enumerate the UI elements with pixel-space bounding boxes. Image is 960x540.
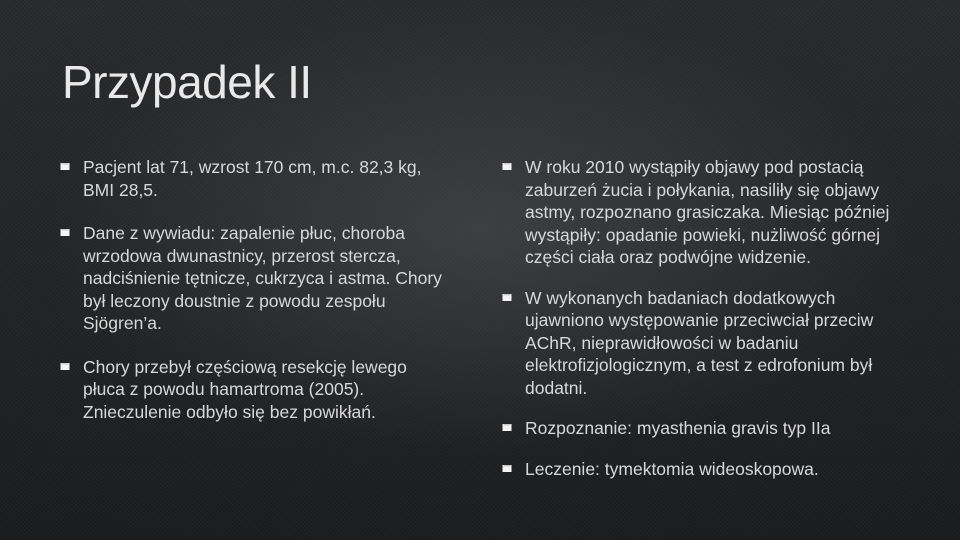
- bullet-text: Rozpoznanie: myasthenia gravis typ IIa: [525, 418, 831, 438]
- bullet-icon: [502, 423, 512, 432]
- bullet-item: [58, 156, 443, 201]
- bullet-text: W wykonanych badaniach dodatkowych ujawniono występowanie przeciwciał przeciw AChR, nieprawidłowości w badaniu elektrofizjologicznym, a test z edrofonium był dodatni.: [525, 287, 874, 398]
- right-bullet-list: [500, 156, 910, 480]
- bullet-icon: [502, 162, 512, 171]
- left-bullet-list: [58, 156, 443, 423]
- bullet-item: [500, 417, 910, 440]
- bullet-text: W roku 2010 wystąpiły objawy pod postacią zaburzeń żucia i połykania, nasiliły się objawy astmy, rozpoznano grasiczaka. Miesiąc później wystąpiły: opadanie powieki, nużliwość górnej części ciała oraz podwójne widzenie.: [525, 157, 890, 267]
- bullet-icon: [60, 228, 70, 237]
- bullet-item: [500, 458, 910, 481]
- bullet-item: [58, 356, 443, 424]
- bullet-icon: [502, 464, 512, 473]
- slide-title: Przypadek II: [62, 56, 312, 108]
- bullet-text: Leczenie: tymektomia wideoskopowa.: [525, 458, 819, 479]
- bullet-item: [58, 222, 443, 335]
- bullet-text: Dane z wywiadu: zapalenie płuc, choroba wrzodowa dwunastnicy, przerost stercza, nadciśnienie tętnicze, cukrzyca i astma. Chory był leczony doustnie z powodu zespołu Sjögren’a.: [83, 223, 442, 333]
- bullet-item: [500, 156, 910, 269]
- bullet-icon: [60, 162, 70, 171]
- bullet-text: Pacjent lat 71, wzrost 170 cm, m.c. 82,3 kg, BMI 28,5.: [83, 157, 422, 200]
- bullet-icon: [502, 293, 512, 302]
- bullet-icon: [60, 362, 70, 371]
- bullet-text: Chory przebył częściową resekcję lewego płuca z powodu hamartroma (2005). Znieczulenie odbyło się bez powikłań.: [83, 356, 407, 422]
- bullet-item: [500, 287, 910, 400]
